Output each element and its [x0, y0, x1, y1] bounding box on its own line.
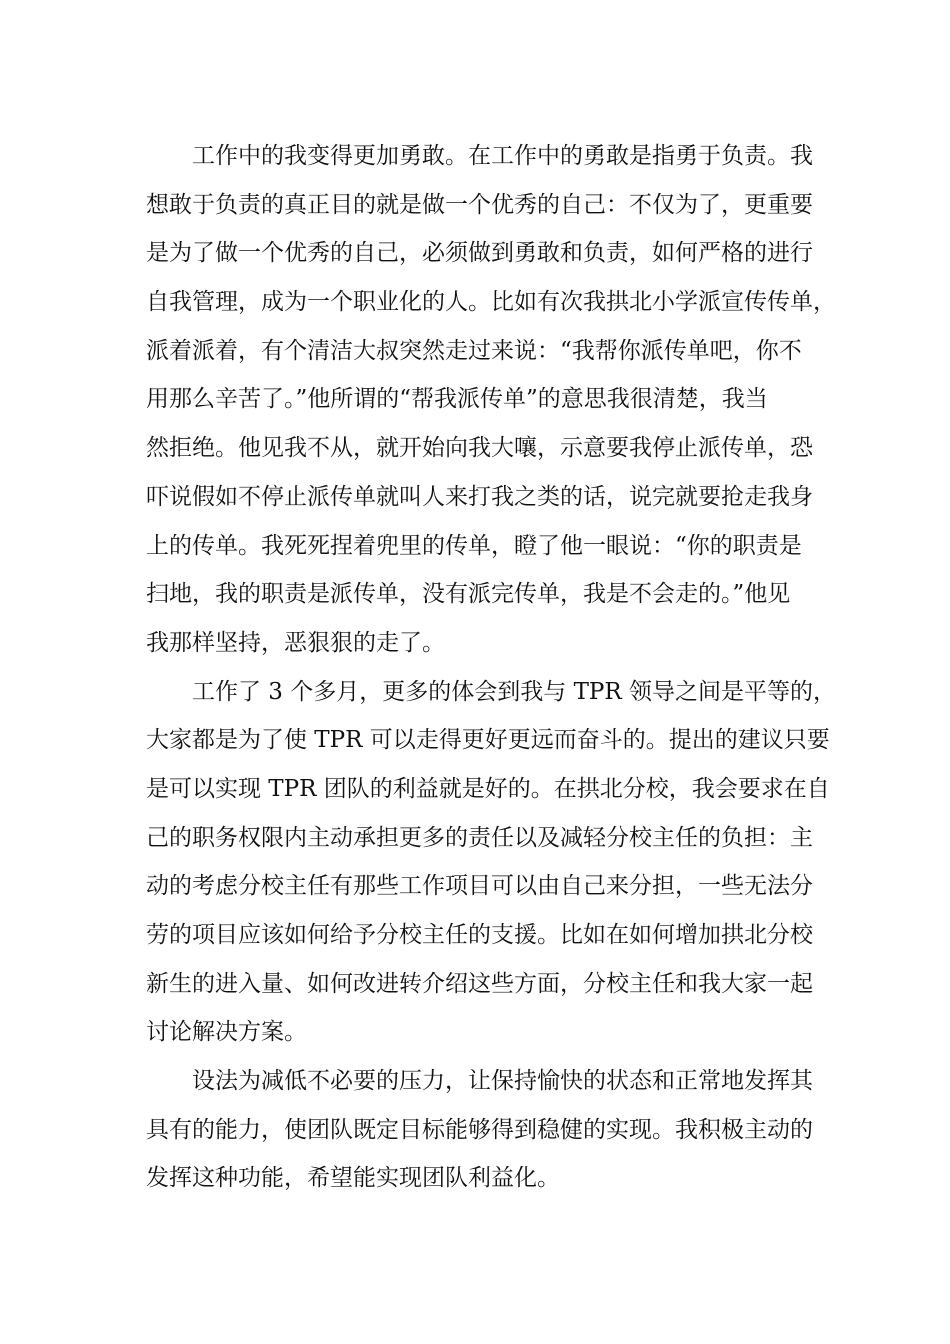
document-body: [146, 132, 837, 1203]
paragraph-3: [146, 1057, 818, 1203]
paragraph-line: 是为了做一个优秀的自己，必须做到勇敢和负责，如何严格的进行: [146, 240, 813, 267]
paragraph-line: 动的考虑分校主任有那些工作项目可以由自己来分担，一些无法分: [146, 873, 813, 900]
paragraph-1: [146, 132, 836, 668]
paragraph-line: 想敢于负责的真正目的就是做一个优秀的自己：不仅为了，更重要: [146, 191, 813, 218]
paragraph-line: 讨论解决方案。: [146, 1019, 307, 1046]
paragraph-line: 设法为减低不必要的压力，让保持愉快的状态和正常地发挥其: [192, 1068, 813, 1095]
paragraph-line: 己的职务权限内主动承担更多的责任以及减轻分校主任的负担：主: [146, 824, 813, 851]
paragraph-line: 扫地，我的职责是派传单，没有派完传单，我是不会走的。”他见: [146, 581, 791, 608]
paragraph-line: 是可以实现 TPR 团队的利益就是好的。在拱北分校，我会要求在自: [146, 775, 830, 802]
paragraph-line: 工作了 3 个多月，更多的体会到我与 TPR 领导之间是平等的，: [192, 678, 837, 705]
paragraph-line: 用那么辛苦了。”他所谓的“帮我派传单”的意思我很清楚，我当: [146, 386, 768, 413]
paragraph-line: 派着派着，有个清洁大叔突然走过来说：“我帮你派传单吧，你不: [146, 337, 802, 364]
paragraph-line: 工作中的我变得更加勇敢。在工作中的勇敢是指勇于负责。我: [192, 143, 813, 169]
paragraph-2: [146, 668, 837, 1058]
paragraph-line: 吓说假如不停止派传单就叫人来打我之类的话，说完就要抢走我身: [146, 483, 813, 510]
paragraph-line: 自我管理，成为一个职业化的人。比如有次我拱北小学派宣传传单，: [146, 289, 836, 316]
paragraph-line: 上的传单。我死死捏着兜里的传单，瞪了他一眼说：“你的职责是: [146, 532, 802, 559]
paragraph-line: 发挥这种功能，希望能实现团队利益化。: [146, 1165, 560, 1192]
paragraph-line: 具有的能力，使团队既定目标能够得到稳健的实现。我积极主动的: [146, 1116, 813, 1143]
paragraph-line: 新生的进入量、如何改进转介绍这些方面，分校主任和我大家一起: [146, 970, 813, 997]
paragraph-line: 大家都是为了使 TPR 可以走得更好更远而奋斗的。提出的建议只要: [146, 727, 830, 754]
paragraph-line: 我那样坚持，恶狠狠的走了。: [146, 629, 445, 656]
paragraph-line: 然拒绝。他见我不从，就开始向我大嚷，示意要我停止派传单，恐: [146, 435, 813, 462]
paragraph-line: 劳的项目应该如何给予分校主任的支援。比如在如何增加拱北分校: [146, 922, 813, 948]
